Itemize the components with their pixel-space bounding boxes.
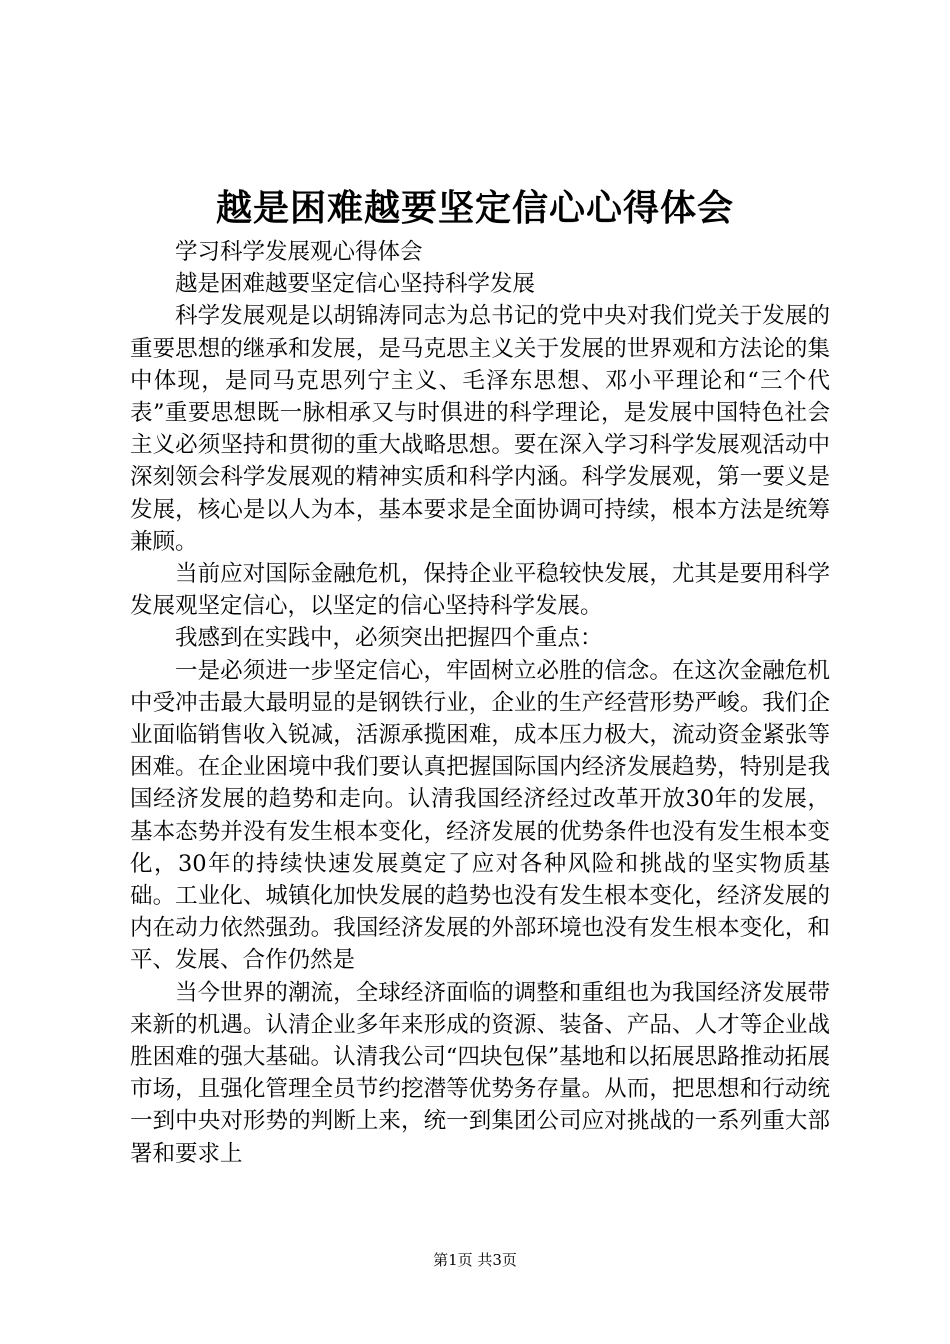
page-footer: 第1页 共3页 xyxy=(433,1251,517,1269)
paragraph: 当今世界的潮流，全球经济面临的调整和重组也为我国经济发展带来新的机遇。认清企业多年来形成的资源、装备、产品、人才等企业战胜困难的强大基础。认清我公司“四块包保”基地和以拓展思路推动拓展市场，且强化管理全员节约挖潜等优势务存量。从而，把思想和行动统一到中央对形势的判断上来，统一到集团公司应对挑战的一系列重大部署和要求上 xyxy=(130,979,830,1167)
paragraph: 一是必须进一步坚定信心，牢固树立必胜的信念。在这次金融危机中受冲击最大最明显的是钢铁行业，企业的生产经营形势严峻。我们企业面临销售收入锐减，活源承揽困难，成本压力极大，流动资金紧张等困难。在企业困境中我们要认真把握国际国内经济发展趋势，特别是我国经济发展的趋势和走向。认清我国经济经过改革开放30年的发展，基本态势并没有发生根本变化，经济发展的优势条件也没有发生根本变化，30年的持续快速发展奠定了应对各种风险和挑战的坚实物质基础。工业化、城镇化加快发展的趋势也没有发生根本变化，经济发展的内在动力依然强劲。我国经济发展的外部环境也没有发生根本变化，和平、发展、合作仍然是 xyxy=(130,657,830,974)
document-title: 越是困难越要坚定信心心得体会 xyxy=(215,187,734,229)
paragraph: 当前应对国际金融危机，保持企业平稳较快发展，尤其是要用科学发展观坚定信心，以坚定的信心坚持科学发展。 xyxy=(130,561,830,620)
paragraph: 越是困难越要坚定信心坚持科学发展 xyxy=(175,271,536,298)
paragraph: 我感到在实践中，必须突出把握四个重点： xyxy=(175,625,603,652)
paragraph: 学习科学发展观心得体会 xyxy=(175,239,423,265)
document-body xyxy=(130,236,830,1170)
paragraph: 科学发展观是以胡锦涛同志为总书记的党中央对我们党关于发展的重要思想的继承和发展，是马克思主义关于发展的世界观和方法论的集中体现，是同马克思列宁主义、毛泽东思想、邓小平理论和“三个代表”重要思想既一脉相承又与时俱进的科学理论，是发展中国特色社会主义必须坚持和贯彻的重大战略思想。要在深入学习科学发展观活动中深刻领会科学发展观的精神实质和科学内涵。科学发展观，第一要义是发展，核心是以人为本，基本要求是全面协调可持续，根本方法是统筹兼顾。 xyxy=(130,303,830,555)
